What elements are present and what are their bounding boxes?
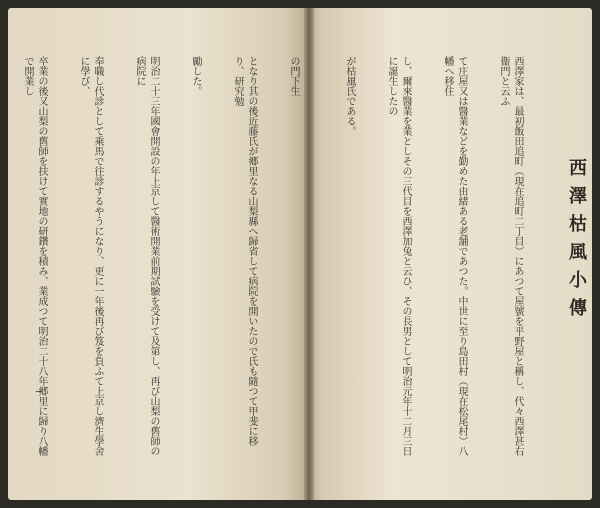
essay-title: 西澤枯風小傳 bbox=[566, 158, 587, 326]
essay-body bbox=[0, 56, 552, 456]
body-line: となり其の後近藤氏が郷里なる山梨縣へ歸省して病院を開いたので氏も隨つて甲斐に移り、研究勉 bbox=[232, 56, 257, 446]
body-line: て庄屋又は醫業などを勤めた由緒ある老舗であつた。中世に至り島田村（現在松尾村）八幡へ移住 bbox=[442, 56, 467, 456]
body-line: 卒業の後又山梨の舊師を扶けて實地の研鑽を積み、業成つて明治二十八年郷里に歸り八幡で開業し bbox=[22, 56, 47, 456]
body-line: し、爾來醫業を業としその三代目を西澤加兔と云ひ、その長男として明治元年十二月三日に誕生したの bbox=[386, 56, 411, 456]
right-page bbox=[22, 8, 592, 500]
body-line: が枯風氏である。 bbox=[344, 56, 355, 136]
body-line: 奉職し代診として乘馬で往診するやうになり、更に一年後再び笈を負ふて上京し濟生學舍に學び、 bbox=[78, 56, 103, 456]
body-line: 勵した。 bbox=[190, 56, 201, 96]
body-line: の門下生 bbox=[288, 56, 299, 96]
body-line: 西澤家は、最初飯田追町（現在追町二丁目）にあつて屋號を平野屋と稱し、代々西澤甚右衞門と云ふ bbox=[498, 56, 523, 456]
book-spread bbox=[8, 8, 592, 500]
body-line: 明治二十三年國會開設の年上京して醫術開業前期試驗を受けて及第し、再び山梨の舊師の病院に bbox=[134, 56, 159, 456]
book-gutter bbox=[304, 8, 314, 500]
